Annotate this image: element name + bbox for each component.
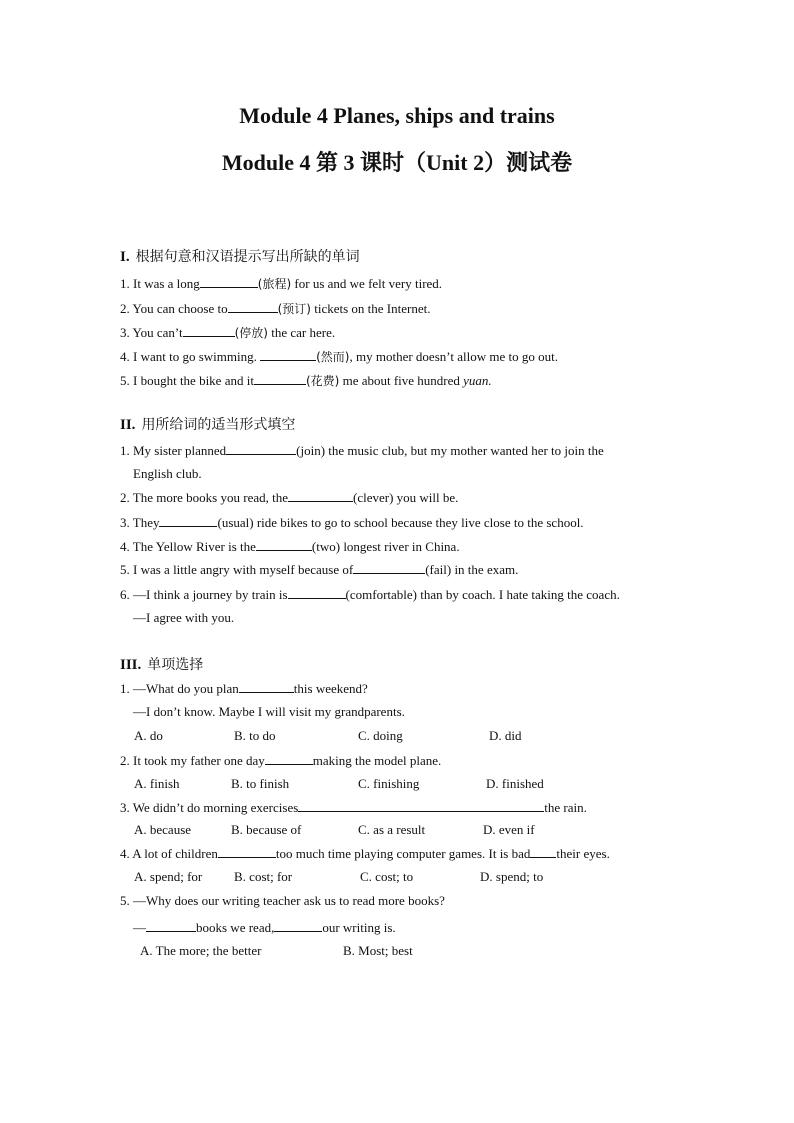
section-title: 用所给词的适当形式填空 [141,417,296,433]
question-text: the car here. [267,325,336,340]
question [120,538,460,555]
question-text: English club. [133,466,202,481]
section-number: II. [120,417,136,433]
question-continuation [133,610,234,626]
answer-blank[interactable] [228,300,278,313]
question-text: 3. They [120,515,160,530]
answer-blank[interactable] [218,845,276,858]
hint-text: (停放) [234,326,268,340]
question [120,845,610,862]
option[interactable]: C. finishing [358,776,420,791]
option[interactable]: C. doing [358,728,403,743]
hint-text: (花费) [305,374,340,388]
question-text: 2. The more books you read, the [120,490,288,505]
question-text: 1. My sister planned [120,443,227,458]
question [120,514,584,531]
question-text: tickets on the Internet. [310,301,431,316]
question-text: the rain. [544,800,587,815]
answer-blank[interactable] [353,561,425,574]
option[interactable]: D. even if [483,822,535,837]
question [120,324,335,341]
question-text: books we read, [196,920,275,935]
option[interactable]: B. cost; for [234,869,293,884]
question-text: (comfortable) than by coach. I hate taking the coach. [345,587,620,602]
section-title: 单项选择 [147,657,204,673]
option[interactable]: A. do [134,728,163,743]
option[interactable]: A. finish [134,776,180,791]
answer-blank[interactable] [288,586,346,599]
answer-blank[interactable] [265,752,313,765]
question-text: 3. We didn’t do morning exercises [120,800,299,815]
option[interactable]: A. The more; the better [140,943,262,958]
question-text: 5. I bought the bike and it [120,373,254,388]
answer-blank[interactable] [288,489,353,502]
option[interactable]: C. cost; to [360,869,414,884]
question [120,893,445,909]
question-text: —I agree with you. [133,610,235,625]
question-text: (two) longest river in China. [311,539,460,554]
section-number: III. [120,657,142,673]
option[interactable]: A. because [134,822,192,837]
question-text: (clever) you will be. [353,490,459,505]
question-text: our writing is. [322,920,396,935]
question-text: me about five hundred [339,373,464,388]
question-text: (fail) in the exam. [425,562,519,577]
question-text: 3. You can’t [120,325,183,340]
answer-blank[interactable] [146,919,196,932]
answer-blank[interactable] [530,845,556,858]
page-subtitle: Module 4 第 3 课时（Unit 2）测试卷 [221,150,573,175]
question-text: for us and we felt very tired. [291,276,443,291]
question [120,348,558,365]
question-text: 1. —What do you plan [120,681,239,696]
question [120,586,620,603]
question-text: 4. A lot of children [120,846,218,861]
section-number: I. [120,249,130,265]
option[interactable]: D. did [489,728,522,743]
answer-blank[interactable] [239,680,294,693]
hint-text: (旅程) [257,277,292,291]
question-continuation [133,919,396,936]
option[interactable]: B. Most; best [343,943,413,958]
answer-blank[interactable] [298,799,544,812]
question-text: 5. I was a little angry with myself because of [120,562,354,577]
section-title: 根据句意和汉语提示写出所缺的单词 [135,249,360,265]
answer-blank[interactable] [274,919,322,932]
question-continuation [133,466,202,482]
question-text: 6. —I think a journey by train is [120,587,288,602]
question [120,489,458,506]
option[interactable]: D. spend; to [480,869,544,884]
question [120,680,368,697]
question-text: this weekend? [293,681,368,696]
question-text: —I don’t know. Maybe I will visit my grandparents. [133,704,405,719]
question-text: — [133,920,146,935]
option[interactable]: D. finished [486,776,544,791]
question [120,372,492,389]
answer-blank[interactable] [159,514,217,527]
section-1-heading [120,246,360,266]
option[interactable]: A. spend; for [134,869,203,884]
hint-text: (预订) [277,302,311,316]
question-text: 1. It was a long [120,276,200,291]
question-text: 4. I want to go swimming. [120,349,261,364]
question-text: 2. You can choose to [120,301,228,316]
answer-blank[interactable] [256,538,312,551]
question-text: 2. It took my father one day [120,753,265,768]
section-3-heading [120,654,203,674]
question [120,561,518,578]
question [120,300,430,317]
question [120,442,604,459]
option[interactable]: B. because of [231,822,302,837]
section-2-heading [120,414,295,434]
option[interactable]: C. as a result [358,822,426,837]
question-text: making the model plane. [312,753,442,768]
option[interactable]: B. to finish [231,776,290,791]
answer-blank[interactable] [183,324,235,337]
question [120,799,587,816]
question-text: their eyes. [556,846,610,861]
question [120,752,441,769]
question-text: yuan. [463,373,492,388]
answer-blank[interactable] [254,372,306,385]
question [120,275,442,292]
question-text: (join) the music club, but my mother wanted her to join the [296,443,604,458]
question-text: (usual) ride bikes to go to school because they live close to the school. [217,515,584,530]
option[interactable]: B. to do [234,728,276,743]
hint-text: (然而) [316,350,350,364]
page-title: Module 4 Planes, ships and trains [239,103,555,128]
question-continuation [133,704,405,720]
question-text: 4. The Yellow River is the [120,539,256,554]
question-text: , my mother doesn’t allow me to go out. [349,349,558,364]
question-text: 5. —Why does our writing teacher ask us to read more books? [120,893,445,908]
question-text: too much time playing computer games. It is bad [275,846,531,861]
answer-blank[interactable] [260,348,316,361]
answer-blank[interactable] [200,275,258,288]
answer-blank[interactable] [226,442,296,455]
